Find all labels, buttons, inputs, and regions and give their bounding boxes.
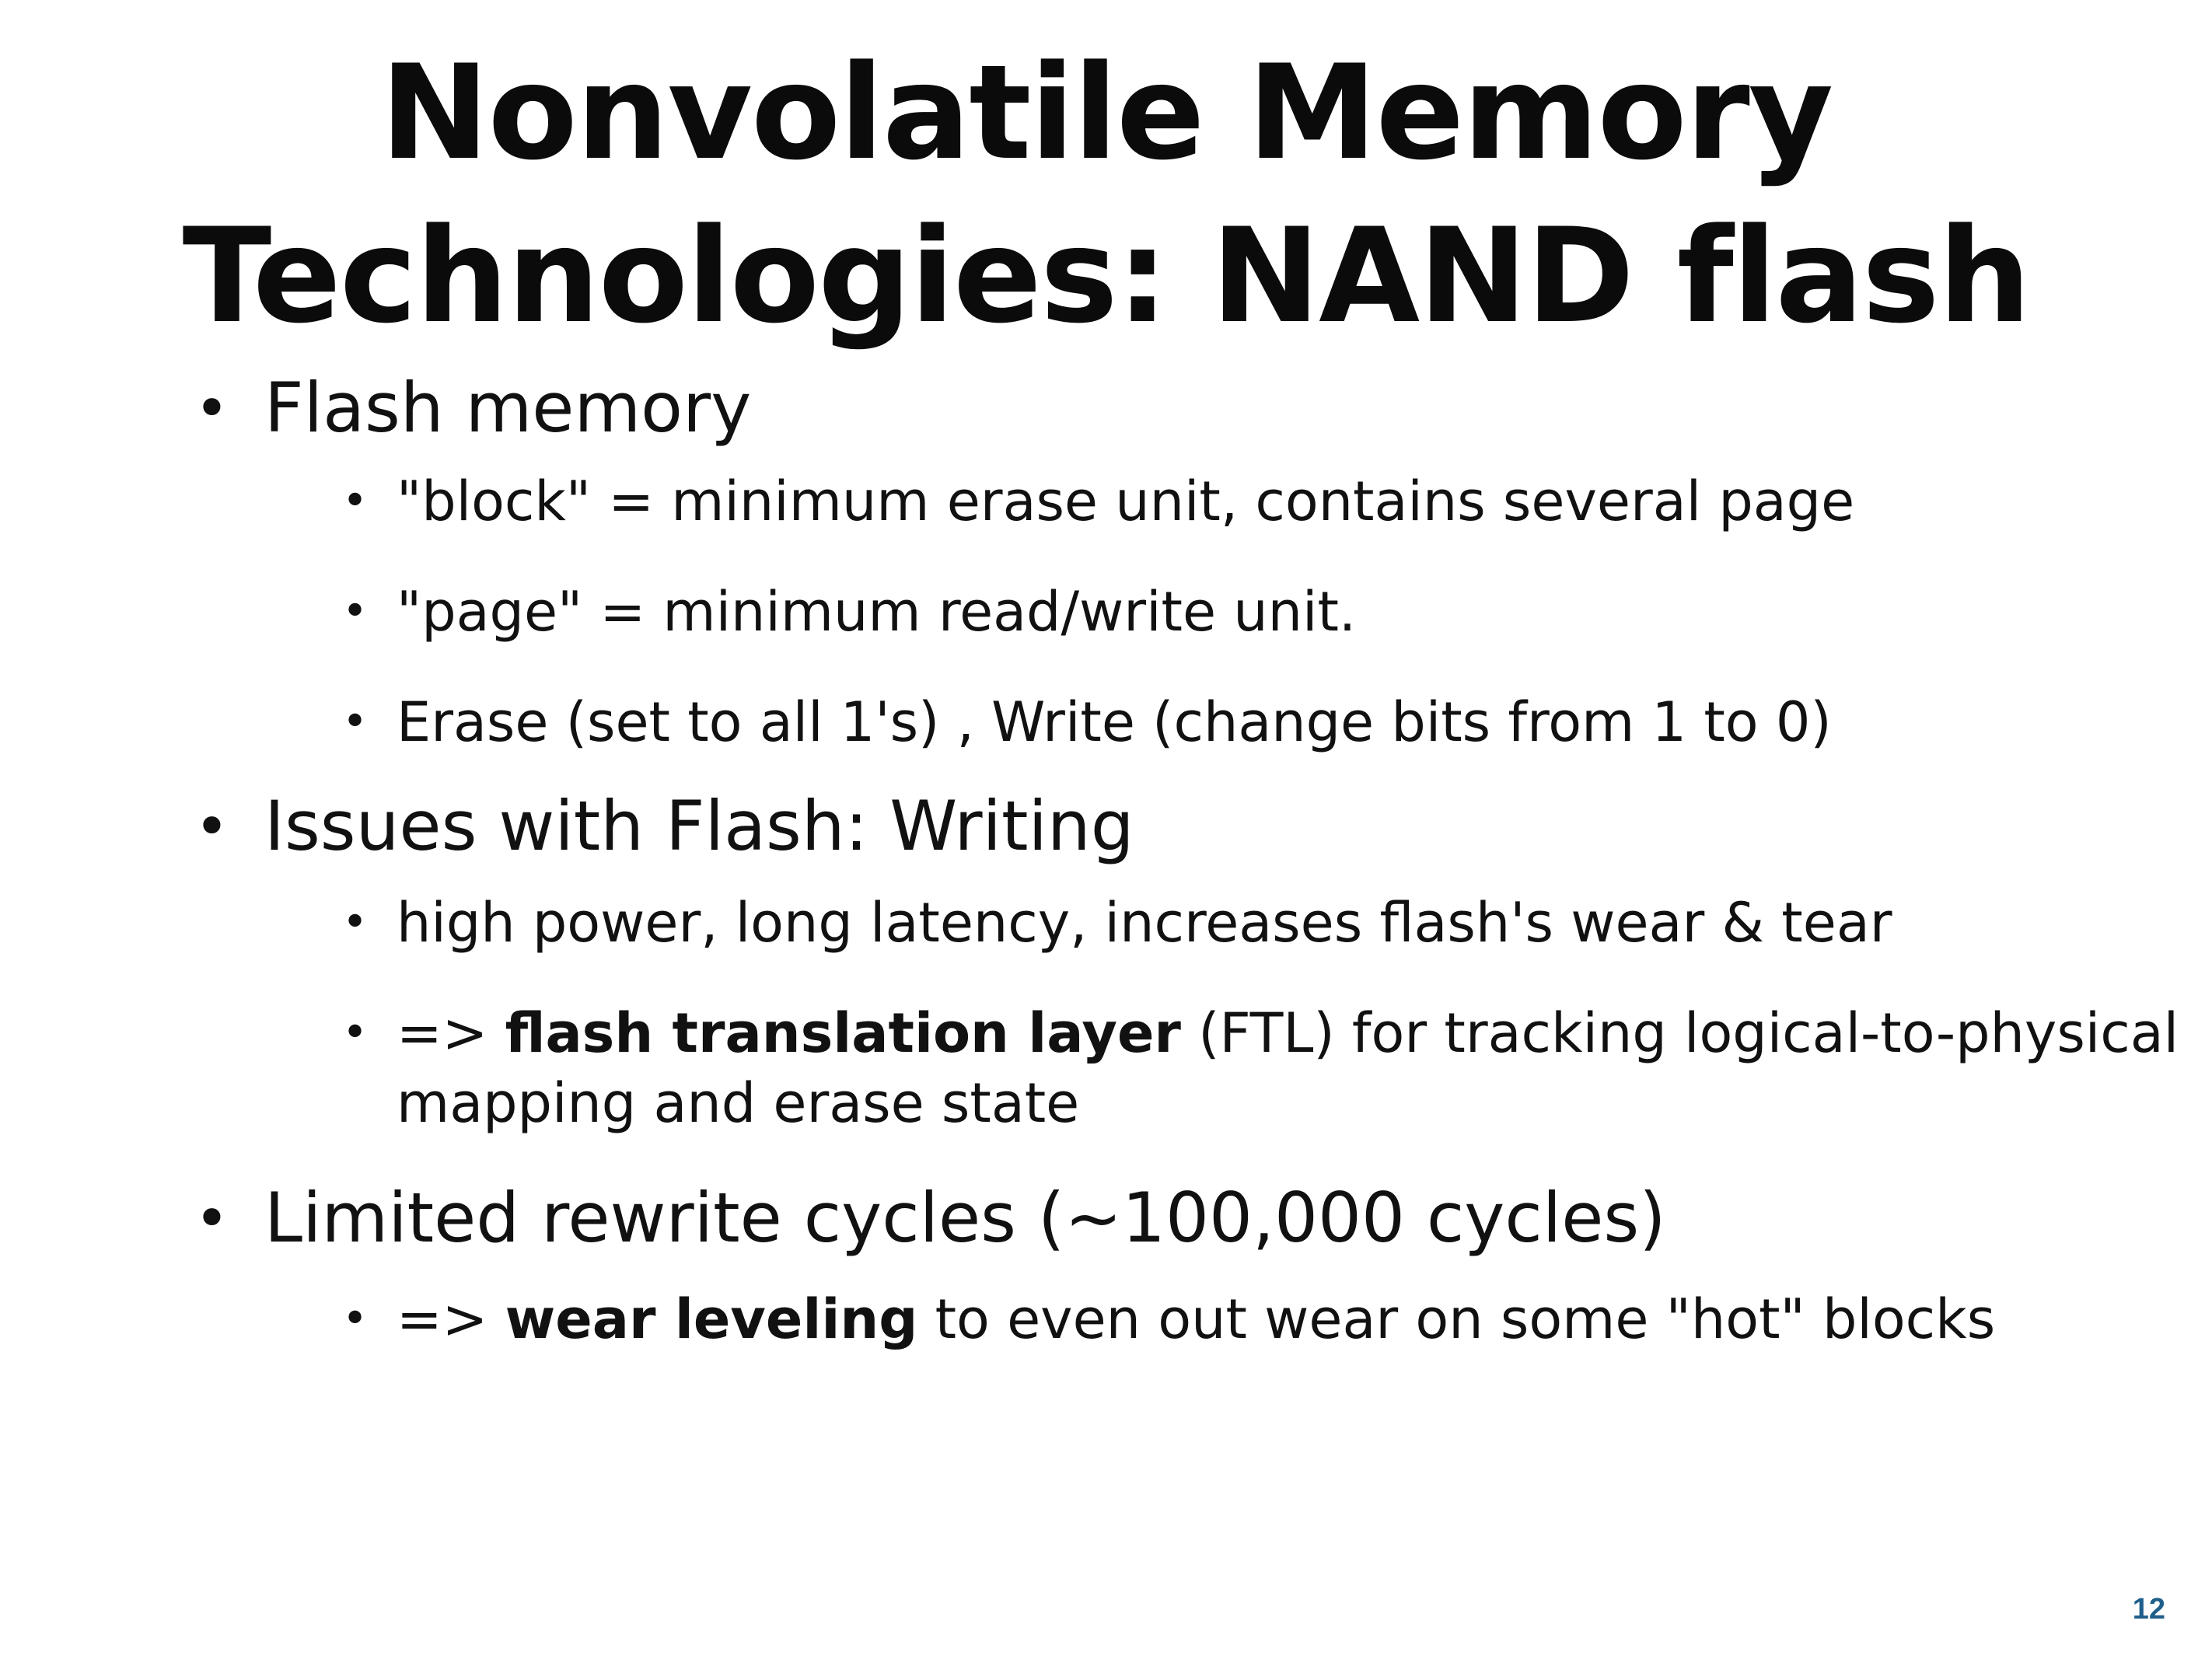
sub-bullet-list	[264, 888, 2179, 1138]
sub-bullet-suffix: to even out wear on some "hot" blocks	[917, 1287, 1996, 1351]
bullet-text: Limited rewrite cycles (~100,000 cycles)	[264, 1178, 1666, 1258]
sub-bullet-text: "block" = minimum erase unit, contains several page	[397, 470, 1855, 533]
term-flash-translation-layer: flash translation layer	[505, 1001, 1181, 1065]
sub-bullet-block	[264, 466, 1983, 536]
sub-bullet-high-power	[264, 888, 1983, 958]
bullet-text: Flash memory	[264, 368, 752, 448]
sub-bullet-text: Erase (set to all 1's) , Write (change bits from 1 to 0)	[397, 690, 1832, 754]
slide-title	[0, 31, 2212, 358]
sub-bullet-prefix: =>	[397, 1287, 505, 1351]
page-number: 12	[2132, 1593, 2165, 1626]
sub-bullet-page	[264, 577, 1983, 647]
term-wear-leveling: wear leveling	[505, 1287, 918, 1351]
sub-bullet-text: "page" = minimum read/write unit.	[397, 580, 1357, 644]
slide-title-line-2: Technologies: NAND flash	[182, 200, 2030, 352]
sub-bullet-text: high power, long latency, increases flash's wear & tear	[397, 891, 1892, 955]
sub-bullet-suffix: (FTL) for tracking logical-to-physical	[1180, 1001, 2179, 1065]
sub-bullet-prefix: =>	[397, 1001, 505, 1065]
slide-title-line-1: Nonvolatile Memory	[379, 37, 1833, 189]
bullet-flash-memory	[194, 365, 1983, 757]
bullet-limited-rewrite	[194, 1175, 1996, 1354]
bullet-list	[194, 365, 2179, 1354]
sub-bullet-ftl	[264, 998, 2179, 1138]
sub-bullet-list	[264, 466, 1983, 757]
bullet-issues-writing	[194, 784, 2179, 1138]
bullet-text: Issues with Flash: Writing	[264, 786, 1134, 866]
sub-bullet-continuation: mapping and erase state	[397, 1071, 1080, 1135]
sub-bullet-erase-write	[264, 687, 1983, 757]
sub-bullet-wear-leveling	[264, 1284, 1996, 1354]
sub-bullet-list	[264, 1284, 1996, 1354]
